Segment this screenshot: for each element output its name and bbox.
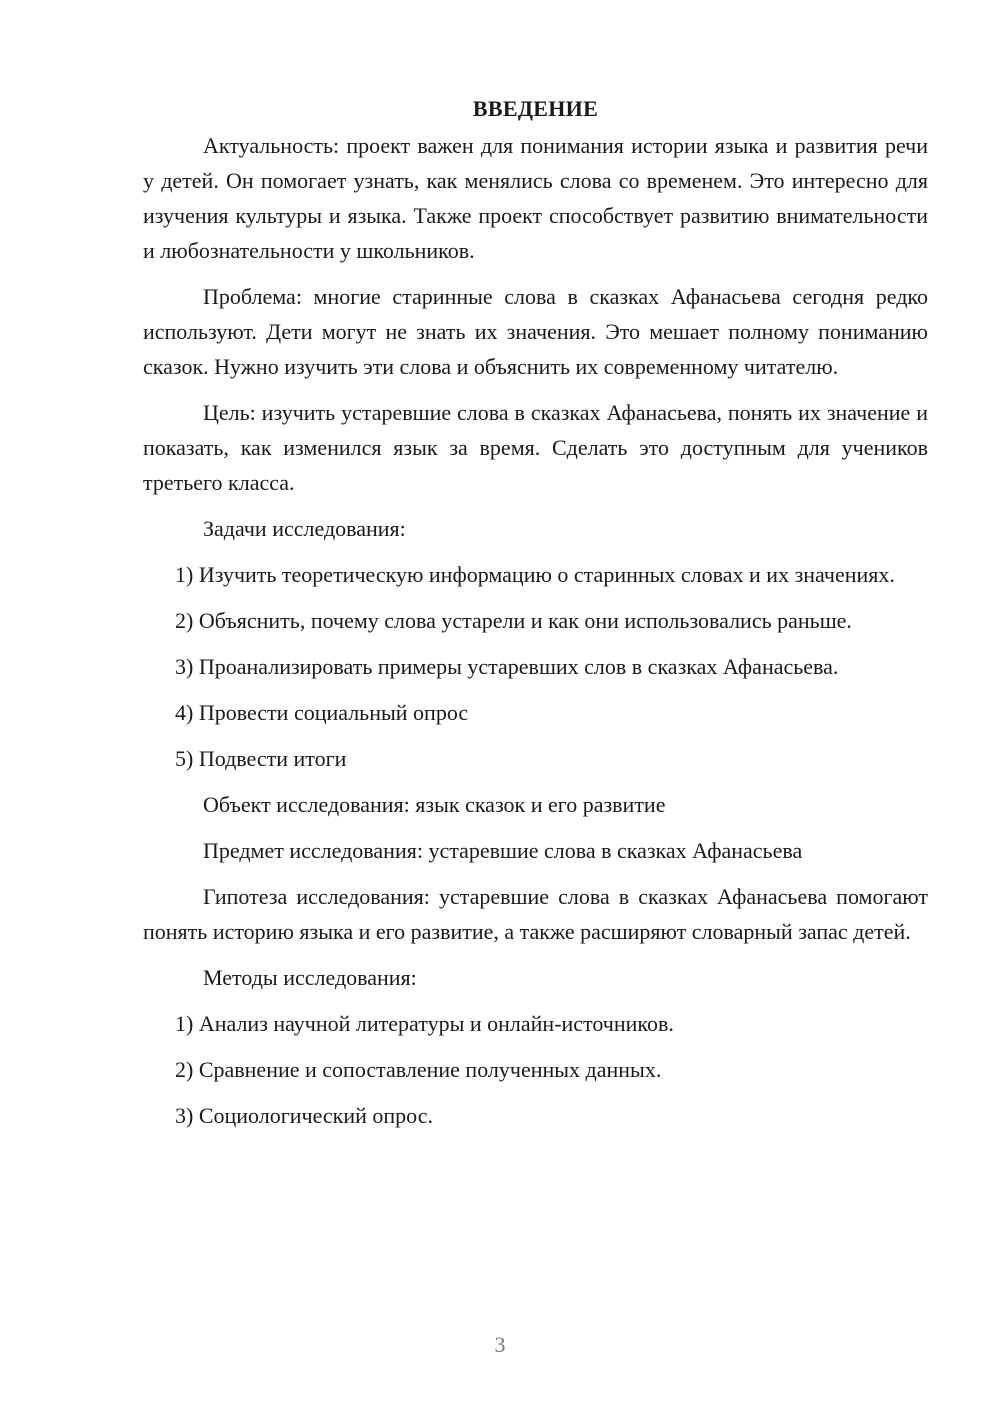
- problem-paragraph: Проблема: многие старинные слова в сказках Афанасьева сегодня редко используют. Дети могут не знать их значения. Это мешает полному пониманию сказок. Нужно изучить эти слова и объяснить их современному читателю.: [143, 284, 928, 379]
- task-item-4: 4) Провести социальный опрос: [175, 700, 469, 725]
- method-item-3: 3) Социологический опрос.: [175, 1103, 433, 1128]
- object-paragraph: Объект исследования: язык сказок и его развитие: [203, 792, 666, 817]
- goal-paragraph: Цель: изучить устаревшие слова в сказках Афанасьева, понять их значение и показать, как изменился язык за время. Сделать это доступным для учеников третьего класса.: [143, 400, 928, 495]
- subject-paragraph: Предмет исследования: устаревшие слова в сказках Афанасьева: [203, 838, 803, 863]
- page-body: [143, 92, 928, 1144]
- tasks-title: Задачи исследования:: [203, 516, 406, 541]
- methods-title: Методы исследования:: [203, 965, 417, 990]
- method-item-1: 1) Анализ научной литературы и онлайн-источников.: [175, 1011, 674, 1036]
- relevance-paragraph: Актуальность: проект важен для понимания истории языка и развития речи у детей. Он помогает узнать, как менялись слова со временем. Это интересно для изучения культуры и языка. Также проект способствует развитию внимательности и любознательности у школьников.: [143, 133, 928, 263]
- task-item-3: 3) Проанализировать примеры устаревших слов в сказках Афанасьева.: [175, 654, 839, 679]
- page-number: 3: [494, 1332, 506, 1357]
- task-item-2: 2) Объяснить, почему слова устарели и как они использовались раньше.: [175, 608, 852, 633]
- section-heading: ВВЕДЕНИЕ: [472, 96, 599, 121]
- hypothesis-paragraph: Гипотеза исследования: устаревшие слова в сказках Афанасьева помогают понять историю языка и его развитие, а также расширяют словарный запас детей.: [143, 884, 928, 944]
- task-item-1: 1) Изучить теоретическую информацию о старинных словах и их значениях.: [175, 562, 895, 587]
- method-item-2: 2) Сравнение и сопоставление полученных данных.: [175, 1057, 662, 1082]
- task-item-5: 5) Подвести итоги: [175, 746, 347, 771]
